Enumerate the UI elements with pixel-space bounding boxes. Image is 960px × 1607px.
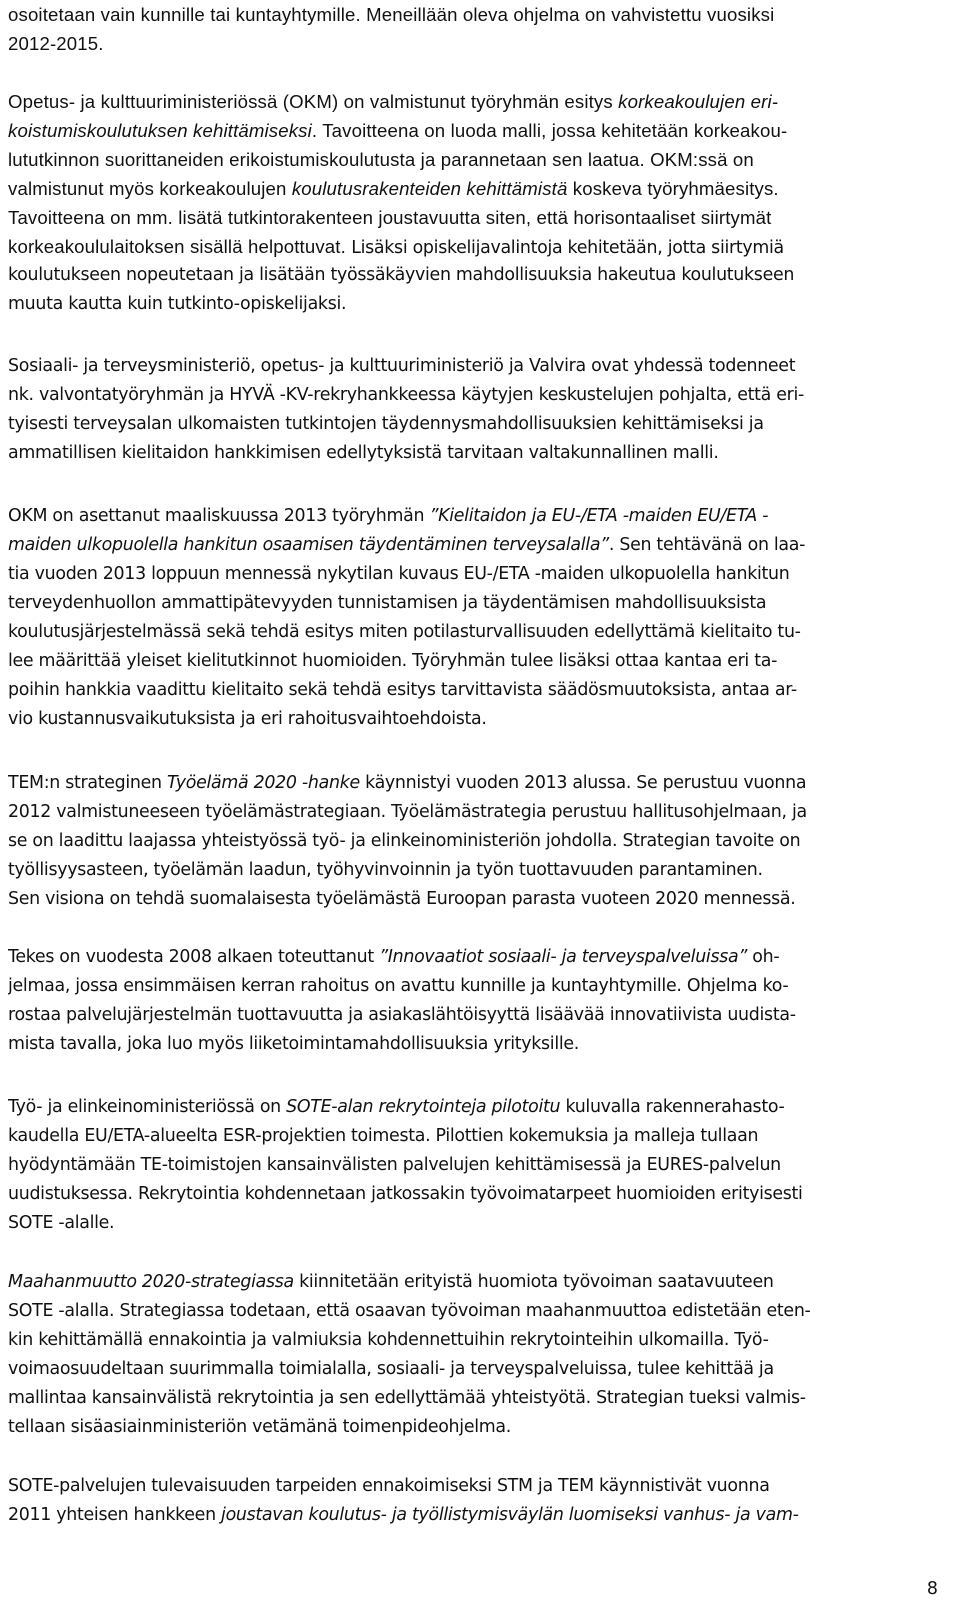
text-line: Sosiaali- ja terveysministeriö, opetus- ja kulttuuriministeriö ja Valvira ovat yhdessä todenneet bbox=[8, 356, 796, 376]
text-line: vio kustannusvaikutuksista ja eri rahoitusvaihtoehdoista. bbox=[8, 709, 487, 729]
text-line: SOTE-palvelujen tulevaisuuden tarpeiden ennakoimiseksi STM ja TEM käynnistivät vuonna bbox=[8, 1476, 770, 1496]
text-line: voimaosuudeltaan suurimmalla toimialalla, sosiaali- ja terveyspalveluissa, tulee kehittää ja bbox=[8, 1359, 774, 1379]
page-number: 8 bbox=[926, 1579, 938, 1599]
text-line: ammatillisen kielitaidon hankkimisen edellytyksistä tarvitaan valtakunnallinen malli. bbox=[8, 443, 719, 463]
paragraph bbox=[8, 87, 953, 319]
text-line: uudistuksessa. Rekrytointia kohdennetaan jatkossakin työvoimatarpeet huomioiden erityisesti bbox=[8, 1184, 803, 1204]
text-line: TEM:n strateginen Työelämä 2020 -hanke käynnistyi vuoden 2013 alussa. Se perustuu vuonna bbox=[8, 773, 807, 793]
paragraph bbox=[8, 502, 953, 734]
text-line: SOTE -alalla. Strategiassa todetaan, että osaavan työvoiman maahanmuuttoa edistetään eten- bbox=[8, 1301, 811, 1321]
text-line: mallintaa kansainvälistä rekrytointia ja sen edellyttämää yhteistyötä. Strategian tueksi valmis- bbox=[8, 1388, 806, 1408]
text-line: poihin hankkia vaadittu kielitaito sekä tehdä esitys tarvittavista säädösmuutoksista, antaa ar- bbox=[8, 680, 797, 700]
text-line: koulutukseen nopeutetaan ja lisätään työssäkäyvien mahdollisuuksia hakeutua koulutukseen bbox=[8, 265, 795, 285]
text-line: SOTE -alalle. bbox=[8, 1213, 115, 1233]
text-line: rostaa palvelujärjestelmän tuottavuutta ja asiakaslähtöisyyttä lisäävää innovatiivista uudista- bbox=[8, 1005, 796, 1025]
text-line: mista tavalla, joka luo myös liiketoimintamahdollisuuksia yrityksille. bbox=[8, 1034, 580, 1054]
text-line: 2012-2015. bbox=[8, 33, 104, 54]
text-line: Sen visiona on tehdä suomalaisesta työelämästä Euroopan parasta vuoteen 2020 mennessä. bbox=[8, 889, 796, 909]
text-line: OKM on asettanut maaliskuussa 2013 työryhmän ”Kielitaidon ja EU-/ETA -maiden EU/ETA - bbox=[8, 506, 769, 526]
paragraph bbox=[8, 0, 953, 58]
text-line: Tekes on vuodesta 2008 alkaen toteuttanut ”Innovaatiot sosiaali- ja terveyspalveluissa” oh- bbox=[8, 947, 780, 967]
paragraph bbox=[8, 1268, 953, 1442]
text-line: 2012 valmistuneeseen työelämästrategiaan. Työelämästrategia perustuu hallitusohjelmaan, ja bbox=[8, 802, 807, 822]
text-line: hyödyntämään TE-toimistojen kansainvälisten palvelujen kehittämisessä ja EURES-palvelun bbox=[8, 1155, 781, 1175]
text-line: koulutusjärjestelmässä sekä tehdä esitys miten potilasturvallisuuden edellyttämä kielitaito tu- bbox=[8, 622, 801, 642]
text-line: tellaan sisäasiainministeriön vetämänä toimenpideohjelma. bbox=[8, 1417, 511, 1437]
text-line: maiden ulkopuolella hankitun osaamisen täydentäminen terveysalalla”. Sen tehtävänä on laa- bbox=[8, 535, 806, 555]
paragraph bbox=[8, 943, 953, 1059]
text-line: työllisyysasteen, työelämän laadun, työhyvinvoinnin ja työn tuottavuuden parantaminen. bbox=[8, 860, 763, 880]
text-line: osoitetaan vain kunnille tai kuntayhtymille. Meneillään oleva ohjelma on vahvistettu vuosiksi bbox=[8, 4, 775, 25]
paragraph bbox=[8, 769, 953, 914]
text-line: tia vuoden 2013 loppuun mennessä nykytilan kuvaus EU-/ETA -maiden ulkopuolella hankitun bbox=[8, 564, 790, 584]
text-line: lututkinnon suorittaneiden erikoistumiskoulutusta ja parannetaan sen laatua. OKM:ssä on bbox=[8, 149, 754, 170]
text-line: terveydenhuollon ammattipätevyyden tunnistamisen ja täydentämisen mahdollisuuksista bbox=[8, 593, 767, 613]
paragraph bbox=[8, 1093, 953, 1238]
text-line: 2011 yhteisen hankkeen joustavan koulutus- ja työllistymisväylän luomiseksi vanhus- ja vam- bbox=[8, 1505, 799, 1525]
text-line: nk. valvontatyöryhmän ja HYVÄ -KV-rekryhankkeessa käytyjen keskustelujen pohjalta, että eri- bbox=[8, 385, 804, 405]
text-line: tyisesti terveysalan ulkomaisten tutkintojen täydennysmahdollisuuksien kehittämiseksi ja bbox=[8, 414, 764, 434]
text-line: korkeakoululaitoksen sisällä helpottuvat. Lisäksi opiskelijavalintoja kehitetään, jotta siirtymiä bbox=[8, 236, 784, 258]
text-line: Työ- ja elinkeinoministeriössä on SOTE-alan rekrytointeja pilotoitu kuluvalla rakennerahasto- bbox=[8, 1097, 785, 1117]
paragraph bbox=[8, 1472, 953, 1530]
text-line: Tavoitteena on mm. lisätä tutkintorakenteen joustavuutta siten, että horisontaaliset siirtymät bbox=[8, 207, 772, 228]
text-line: muuta kautta kuin tutkinto-opiskelijaksi. bbox=[8, 294, 347, 314]
text-line: jelmaa, jossa ensimmäisen kerran rahoitus on avattu kunnille ja kuntayhtymille. Ohjelma ko- bbox=[8, 976, 789, 996]
text-line: kaudella EU/ETA-alueelta ESR-projektien toimesta. Pilottien kokemuksia ja malleja tullaan bbox=[8, 1126, 759, 1146]
text-line: Maahanmuutto 2020-strategiassa kiinnitetään erityistä huomiota työvoiman saatavuuteen bbox=[8, 1272, 774, 1292]
text-line: lee määrittää yleiset kielitutkinnot huomioiden. Työryhmän tulee lisäksi ottaa kantaa eri ta- bbox=[8, 651, 778, 671]
text-line: koistumiskoulutuksen kehittämiseksi. Tavoitteena on luoda malli, jossa kehitetään korkeakou- bbox=[8, 120, 788, 141]
text-line: Opetus- ja kulttuuriministeriössä (OKM) on valmistunut työryhmän esitys korkeakoulujen eri- bbox=[8, 91, 779, 112]
text-line: se on laadittu laajassa yhteistyössä työ- ja elinkeinoministeriön johdolla. Strategian tavoite on bbox=[8, 831, 801, 851]
text-line: kin kehittämällä ennakointia ja valmiuksia kohdennettuihin rekrytointeihin ulkomailla. Työ- bbox=[8, 1330, 769, 1350]
paragraph bbox=[8, 352, 953, 468]
text-line: valmistunut myös korkeakoulujen koulutusrakenteiden kehittämistä koskeva työryhmäesitys. bbox=[8, 178, 779, 199]
